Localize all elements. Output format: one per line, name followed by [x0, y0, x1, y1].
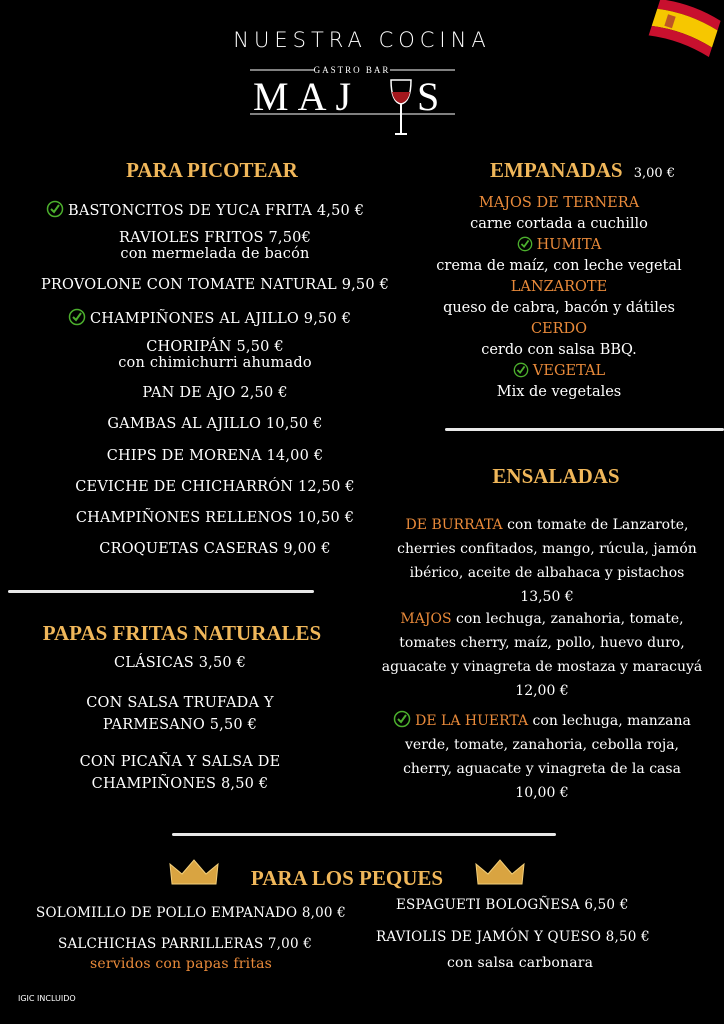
section-heading-ensaladas: ENSALADAS: [492, 464, 620, 488]
vegetarian-icon: [46, 200, 64, 218]
menu-item: GAMBAS AL AJILLO 10,50 €: [107, 416, 323, 432]
empanada-name: LANZAROTE: [510, 279, 608, 295]
kids-item: ESPAGUETI BOLOGÑESA 6,50 €: [396, 897, 629, 913]
section-heading-papas: PAPAS FRITAS NATURALES: [42, 621, 322, 645]
kids-item: SOLOMILLO DE POLLO EMPANADO 8,00 €: [36, 905, 346, 921]
section-heading-peques: PARA LOS PEQUES: [250, 866, 444, 890]
svg-text:MAJ: MAJ: [253, 74, 361, 119]
logo-graphic: [245, 62, 460, 142]
menu-item: CHIPS DE MORENA 14,00 €: [106, 448, 324, 464]
menu-item: CHORIPÁN 5,50 € con chimichurri ahumado: [118, 339, 312, 371]
kids-note: con salsa carbonara: [447, 955, 594, 971]
empanada-desc: crema de maíz, con leche vegetal: [436, 258, 682, 274]
section-heading-empanadas: EMPANADAS: [490, 158, 623, 182]
papas-item: CLÁSICAS 3,50 €: [113, 655, 247, 671]
empanada-name: MAJOS DE TERNERA: [478, 195, 640, 211]
kids-item: SALCHICHAS PARRILLERAS 7,00 €: [58, 936, 313, 952]
svg-text:GASTRO BAR: GASTRO BAR: [313, 65, 391, 75]
section-heading-picotear: PARA PICOTEAR: [126, 158, 298, 182]
svg-text:S: S: [417, 74, 440, 119]
section-divider: [445, 428, 724, 431]
kids-note: servidos con papas fritas: [90, 956, 273, 972]
menu-item: CEVICHE DE CHICHARRÓN 12,50 €: [75, 479, 355, 495]
crown-icon: [474, 858, 526, 888]
papas-item: CON SALSA TRUFADA Y PARMESANO 5,50 €: [86, 695, 274, 733]
salad-item: DE BURRATA con tomate de Lanzarote, cherries confitados, mango, rúcula, jamón ibérico, aceite de albahaca y pistachos 13,50 €: [397, 517, 697, 605]
salad-item: MAJOS con lechuga, zanahoria, tomate, tomates cherry, maíz, pollo, huevo duro, aguacate y vinagreta de mostaza y maracuyá 12,00 €: [381, 611, 703, 699]
menu-item: CHAMPIÑONES AL AJILLO 9,50 €: [68, 308, 351, 327]
empanada-desc: cerdo con salsa BBQ.: [481, 342, 637, 358]
page-title: NUESTRA COCINA: [233, 28, 491, 52]
empanadas-price: 3,00 €: [633, 166, 676, 181]
crown-icon: [168, 858, 220, 888]
empanada-desc: Mix de vegetales: [496, 384, 622, 400]
menu-item: CHAMPIÑONES RELLENOS 10,50 €: [75, 510, 355, 526]
empanada-name: VEGETAL: [414, 361, 704, 382]
vegetarian-icon: [517, 236, 533, 252]
menu-item: PROVOLONE CON TOMATE NATURAL 9,50 €: [40, 277, 390, 293]
menu-item: BASTONCITOS DE YUCA FRITA 4,50 €: [46, 200, 364, 219]
empanada-name: CERDO: [530, 321, 588, 337]
menu-item: RAVIOLES FRITOS 7,50€ con mermelada de bacón: [118, 230, 312, 262]
empanada-desc: carne cortada a cuchillo: [470, 216, 648, 232]
papas-item: CON PICAÑA Y SALSA DE CHAMPIÑONES 8,50 €: [79, 754, 281, 792]
majos-logo: [245, 62, 460, 142]
vegetarian-icon: [393, 710, 411, 728]
menu-item: PAN DE AJO 2,50 €: [142, 385, 288, 401]
kids-item: RAVIOLIS DE JAMÓN Y QUESO 8,50 €: [376, 929, 650, 945]
empanadas-list: [414, 193, 704, 403]
section-divider: [8, 590, 314, 593]
menu-item: CROQUETAS CASERAS 9,00 €: [99, 541, 331, 557]
vegetarian-icon: [68, 308, 86, 326]
section-divider: [172, 833, 556, 836]
empanadas-header: [490, 158, 675, 183]
empanada-name: HUMITA: [414, 235, 704, 256]
vegetarian-icon: [513, 362, 529, 378]
empanada-desc: queso de cabra, bacón y dátiles: [443, 300, 675, 316]
tax-note: IGIC INCLUIDO: [18, 994, 76, 1003]
salad-item: DE LA HUERTA con lechuga, manzana verde, tomate, zanahoria, cebolla roja, cherry, aguacate y vinagreta de la casa 10,00 €: [364, 709, 720, 805]
